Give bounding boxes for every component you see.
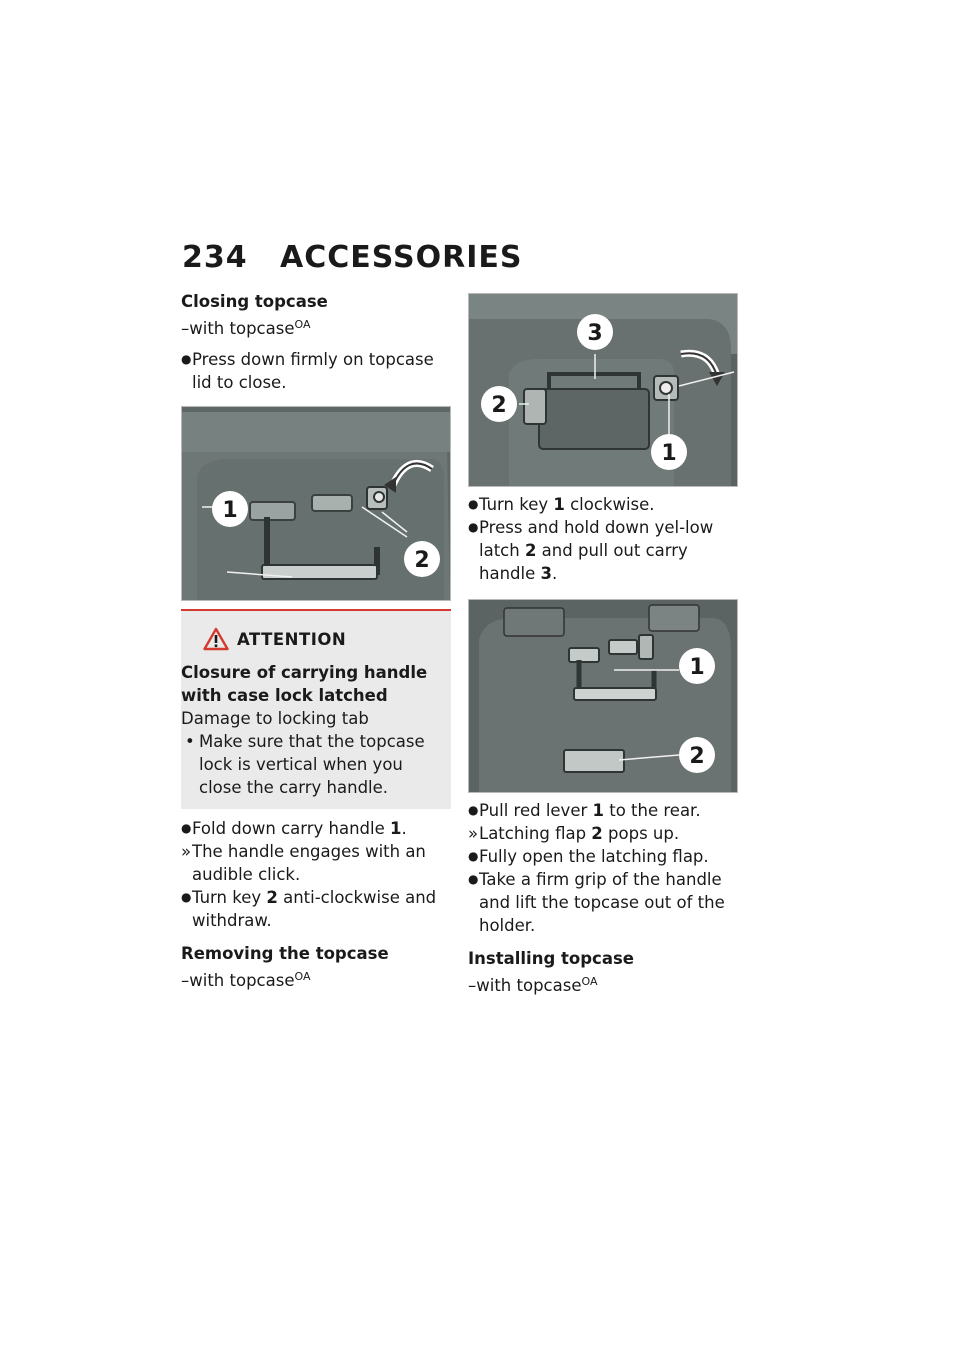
attention-title-row [203, 627, 443, 651]
attention-text: Damage to locking tab [181, 709, 369, 728]
warning-triangle-icon [203, 627, 229, 651]
removing-applies-note: –with topcase$^{OA}$ [181, 970, 311, 990]
page-number: 234 [182, 240, 248, 275]
removing-topcase-heading: Removing the topcase [181, 944, 389, 963]
unlocking-topcase-figure [468, 293, 738, 487]
oa-superscript: OA [581, 975, 598, 988]
installing-topcase-heading: Installing topcase [468, 949, 634, 968]
right-column [468, 293, 740, 1005]
callout-2-label: 2 [689, 744, 705, 769]
closing-step-1: ● Press down firmly on topcase lid to close. [181, 350, 434, 392]
closing-topcase-figure [181, 406, 451, 601]
callout-2-label: 2 [414, 548, 430, 573]
attention-box [181, 609, 451, 809]
latching-flap-result: » Latching flap 2 pops up. [468, 824, 680, 843]
open-flap-step: ● Fully open the latching flap. [468, 847, 709, 866]
attention-bullet: • Make sure that the topcase lock is vertical when you close the carry handle. [185, 732, 425, 797]
closing-applies-note: –with topcase$^{OA}$ [181, 318, 311, 338]
callout-1-label: 1 [689, 655, 705, 680]
page-header [182, 240, 522, 280]
lift-topcase-step: ● Take a firm grip of the handle and lift the topcase out of the holder. [468, 870, 725, 935]
attention-title: ATTENTION [237, 629, 347, 649]
closing-topcase-heading: Closing topcase [181, 292, 328, 311]
callout-1-label: 1 [222, 498, 238, 523]
installing-applies-note: –with topcase$^{OA}$ [468, 975, 598, 995]
turn-key-anticlockwise-step: ● Turn key 2 anti-clockwise and withdraw. [181, 888, 437, 930]
pull-red-lever-step: ● Pull red lever 1 to the rear. [468, 801, 701, 820]
removing-topcase-figure [468, 599, 738, 793]
turn-key-clockwise-step: ● Turn key 1 clockwise. [468, 495, 655, 514]
handle-engages-result: » The handle engages with an audible click. [181, 842, 426, 884]
chapter-title: ACCESSORIES [280, 240, 523, 275]
callout-3-label: 3 [587, 321, 603, 346]
press-latch-step: ● Press and hold down yel-low latch 2 and pull out carry handle 3. [468, 518, 714, 583]
callout-2-label: 2 [491, 393, 507, 418]
callout-1-label: 1 [661, 441, 677, 466]
left-column [181, 290, 453, 1000]
fold-handle-step: ● Fold down carry handle 1. [181, 819, 407, 838]
attention-heading: Closure of carrying handle with case lock latched [181, 663, 428, 705]
oa-superscript: OA [294, 970, 311, 983]
oa-superscript: OA [294, 318, 311, 331]
